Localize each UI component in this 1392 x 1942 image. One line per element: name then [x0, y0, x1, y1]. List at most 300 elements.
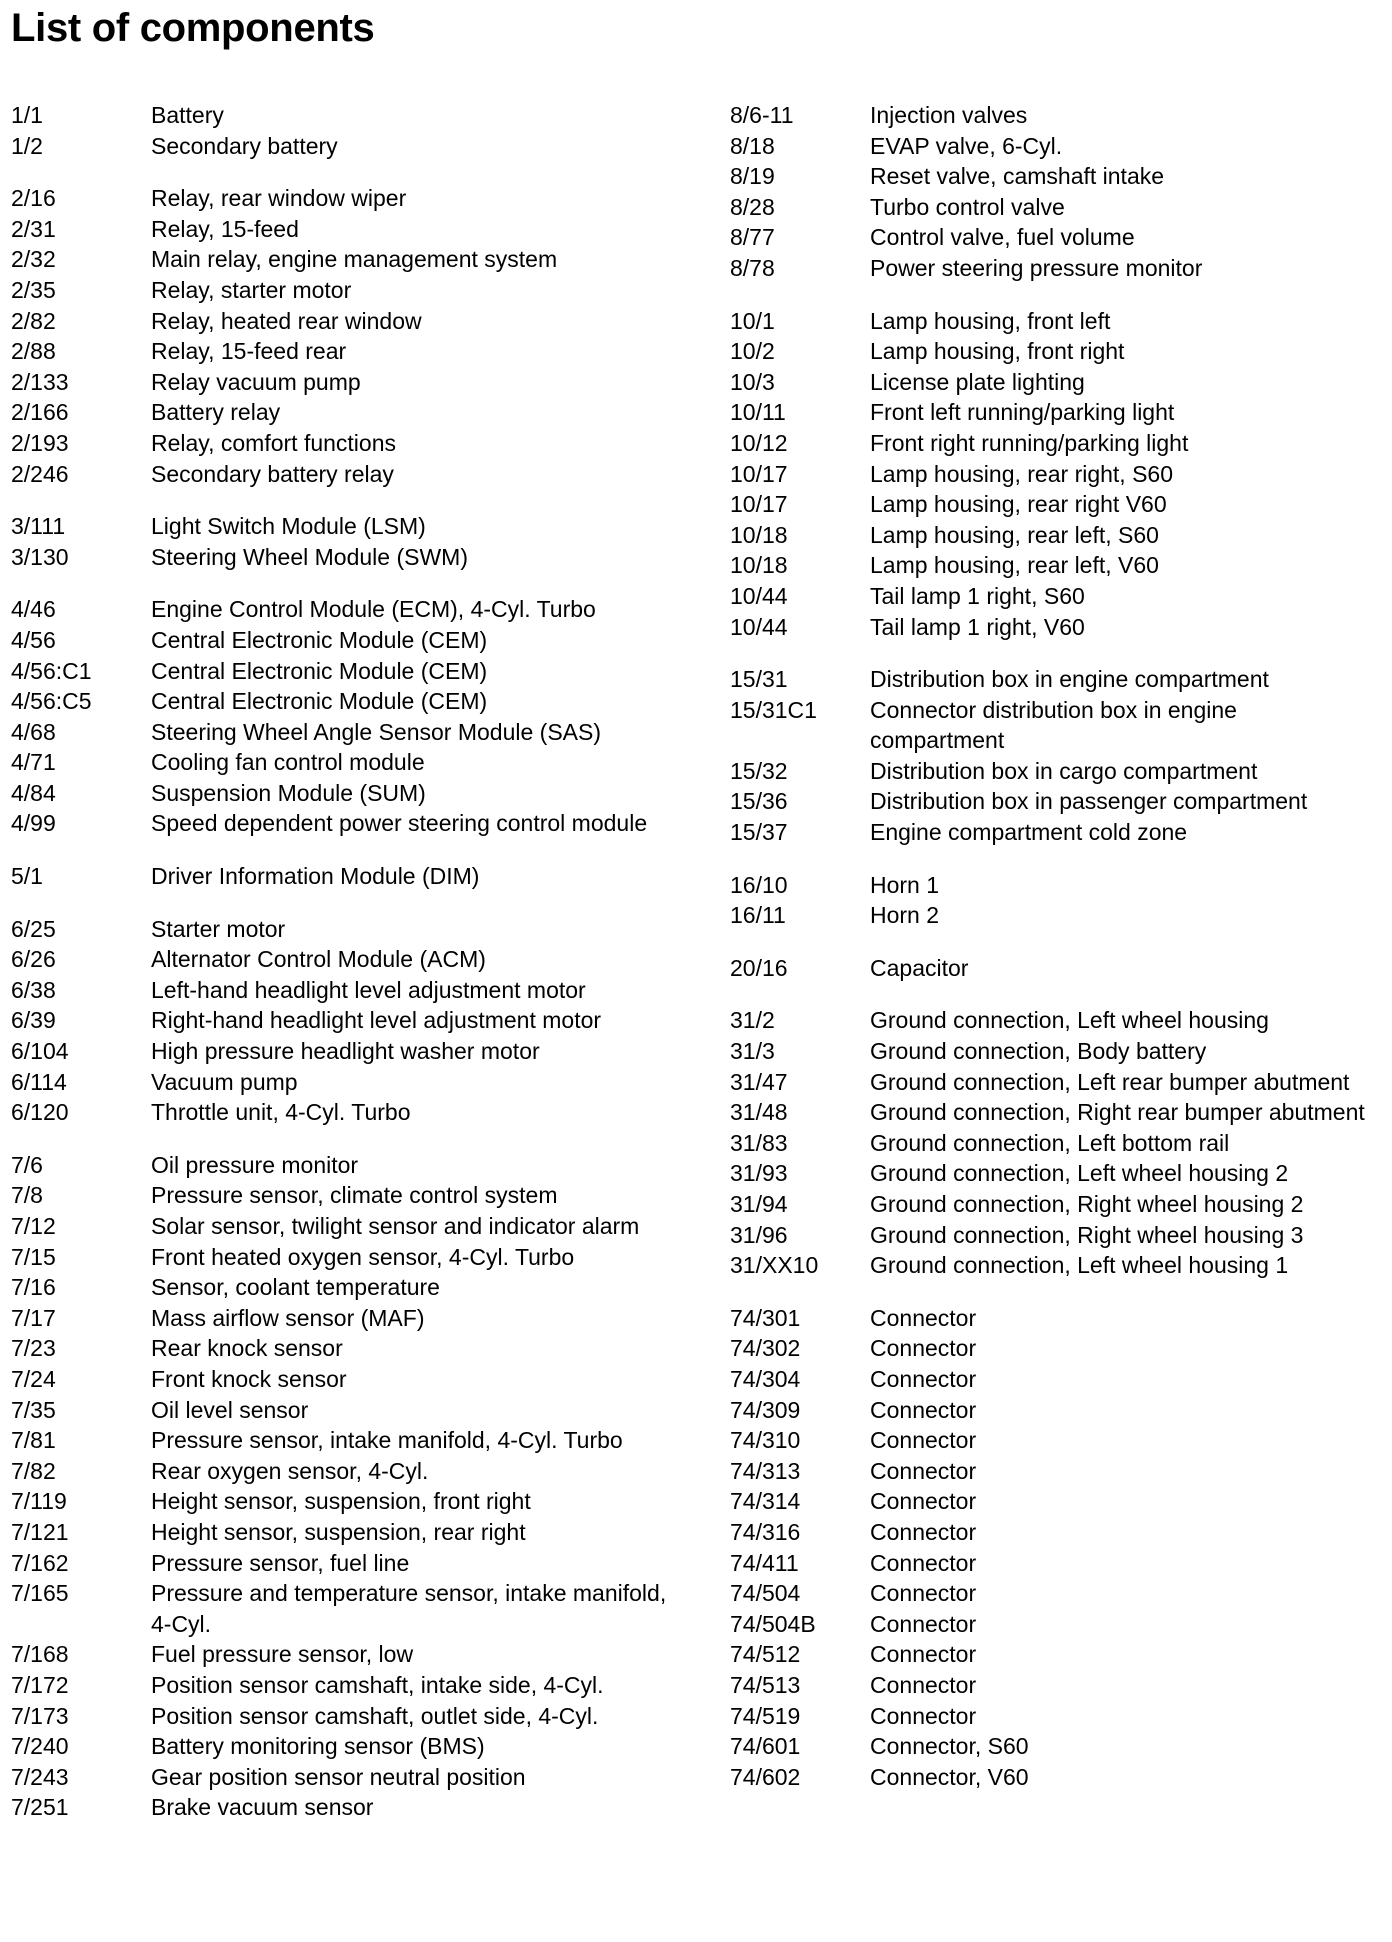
component-row [11, 1150, 711, 1181]
component-code: 7/23 [11, 1335, 56, 1362]
component-code: 74/601 [730, 1733, 801, 1760]
component-code: 74/504B [730, 1610, 816, 1637]
component-code: 4/46 [11, 596, 56, 623]
component-code: 74/309 [730, 1396, 801, 1423]
component-row [730, 612, 1390, 643]
component-description: Suspension Module (SUM) [151, 779, 426, 806]
component-row [730, 489, 1390, 520]
component-description: Steering Wheel Angle Sensor Module (SAS) [151, 718, 602, 745]
component-description: Mass airflow sensor (MAF) [151, 1304, 425, 1331]
component-description: Relay, starter motor [151, 276, 352, 303]
component-description: Relay, comfort functions [151, 429, 397, 456]
component-description: Speed dependent power steering control module [151, 810, 648, 837]
component-code: 10/17 [730, 491, 788, 518]
component-code: 4/71 [11, 749, 56, 776]
component-description: Distribution box in cargo compartment [870, 757, 1258, 784]
component-code: 10/17 [730, 460, 788, 487]
component-code: 16/11 [730, 902, 786, 929]
component-row [11, 1517, 711, 1548]
component-row [730, 1670, 1390, 1701]
component-row [730, 1609, 1390, 1640]
component-code: 1/2 [11, 132, 43, 159]
component-description: License plate lighting [870, 368, 1085, 395]
component-description: Lamp housing, front right [870, 338, 1125, 365]
component-code: 74/302 [730, 1335, 801, 1362]
component-code: 6/114 [11, 1068, 67, 1095]
component-row [11, 511, 711, 542]
component-row [11, 594, 711, 625]
component-row [11, 1670, 711, 1701]
component-description: Sensor, coolant temperature [151, 1274, 440, 1301]
component-description: Pressure sensor, climate control system [151, 1182, 558, 1209]
component-description: Front heated oxygen sensor, 4-Cyl. Turbo [151, 1243, 575, 1270]
component-description: Solar sensor, twilight sensor and indicator alarm [151, 1213, 640, 1239]
component-description: Connector [870, 1335, 977, 1362]
component-description: Ground connection, Left bottom rail [870, 1129, 1230, 1156]
component-description: Pressure sensor, intake manifold, 4-Cyl. Turbo [151, 1427, 623, 1454]
component-description: Connector [870, 1488, 977, 1515]
component-row [11, 1211, 711, 1242]
component-row [730, 1036, 1390, 1067]
component-description: Secondary battery relay [151, 460, 394, 487]
component-row [730, 520, 1390, 551]
component-row [730, 1395, 1390, 1426]
component-row [11, 1097, 711, 1128]
component-description: Horn 1 [870, 871, 940, 898]
component-code: 74/512 [730, 1641, 801, 1668]
component-description: High pressure headlight washer motor [151, 1038, 540, 1065]
component-row [730, 1364, 1390, 1395]
component-description: Connector [870, 1427, 977, 1454]
component-description: Connector [870, 1641, 977, 1668]
component-row [730, 1456, 1390, 1487]
component-description: Ground connection, Right wheel housing 2 [870, 1191, 1304, 1217]
component-description: Battery relay [151, 399, 281, 426]
component-description: Tail lamp 1 right, S60 [870, 582, 1085, 609]
component-description: Oil level sensor [151, 1396, 309, 1423]
component-code: 31/93 [730, 1160, 788, 1187]
component-description: Brake vacuum sensor [151, 1794, 374, 1821]
component-description: Front left running/parking light [870, 399, 1175, 426]
component-row [730, 131, 1390, 162]
component-description: Relay, 15-feed [151, 215, 299, 242]
component-code: 2/88 [11, 338, 56, 365]
component-code: 20/16 [730, 954, 788, 981]
component-description: Fuel pressure sensor, low [151, 1641, 414, 1668]
component-row [730, 870, 1390, 901]
component-description: Starter motor [151, 915, 286, 942]
component-description: Position sensor camshaft, outlet side, 4-Cyl. [151, 1702, 599, 1729]
component-code: 10/44 [730, 582, 788, 609]
component-row [730, 1067, 1390, 1098]
component-row [11, 214, 711, 245]
component-description: Connector [870, 1610, 977, 1637]
component-row [11, 1242, 711, 1273]
component-row [730, 1220, 1390, 1251]
component-row [11, 1701, 711, 1732]
component-description: Ground connection, Right wheel housing 3 [870, 1221, 1304, 1248]
component-code: 8/19 [730, 163, 775, 190]
component-code: 4/56:C1 [11, 657, 92, 684]
component-code: 15/32 [730, 757, 788, 784]
component-description: Connector [870, 1702, 977, 1729]
component-description: Battery [151, 102, 224, 128]
component-code: 7/119 [11, 1488, 67, 1515]
component-code: 10/3 [730, 368, 775, 395]
component-row [11, 1364, 711, 1395]
component-description: Ground connection, Body battery [870, 1038, 1207, 1065]
component-group [11, 914, 711, 1128]
component-code: 6/26 [11, 946, 56, 973]
component-description: Lamp housing, rear right V60 [870, 491, 1167, 518]
component-code: 2/193 [11, 429, 69, 456]
component-description: Central Electronic Module (CEM) [151, 657, 488, 684]
component-code: 74/602 [730, 1763, 801, 1790]
component-description: Connector [870, 1518, 977, 1545]
component-row [730, 1639, 1390, 1670]
component-code: 1/1 [11, 102, 43, 128]
component-code: 31/96 [730, 1221, 788, 1248]
component-description: Connector [870, 1457, 977, 1484]
component-code: 10/1 [730, 307, 775, 334]
component-code: 10/11 [730, 399, 786, 426]
component-description: Power steering pressure monitor [870, 254, 1203, 281]
component-code: 10/44 [730, 613, 788, 640]
component-row [11, 428, 711, 459]
component-description: Relay, heated rear window [151, 307, 422, 334]
component-group [11, 594, 711, 839]
component-description: Horn 2 [870, 902, 940, 929]
component-code: 7/243 [11, 1763, 69, 1790]
component-code: 3/130 [11, 543, 69, 570]
component-row [11, 183, 711, 214]
component-row [730, 306, 1390, 337]
component-row [11, 808, 711, 839]
component-row [11, 1395, 711, 1426]
component-description: Lamp housing, rear right, S60 [870, 460, 1174, 487]
component-code: 8/78 [730, 254, 775, 281]
component-row [11, 367, 711, 398]
component-row [11, 1272, 711, 1303]
component-description: Lamp housing, rear left, S60 [870, 521, 1159, 548]
component-code: 8/18 [730, 132, 775, 159]
component-code: 3/111 [11, 513, 66, 540]
component-code: 7/12 [11, 1213, 56, 1239]
component-row [730, 428, 1390, 459]
component-description: Throttle unit, 4-Cyl. Turbo [151, 1099, 411, 1126]
component-code: 15/31C1 [730, 696, 817, 723]
component-description: Ground connection, Left rear bumper abutment [870, 1068, 1350, 1095]
component-group [730, 1303, 1390, 1793]
component-row [11, 275, 711, 306]
component-row [11, 656, 711, 687]
component-code: 10/18 [730, 521, 788, 548]
component-description: Front right running/parking light [870, 429, 1189, 456]
component-code: 10/2 [730, 338, 775, 365]
component-row [11, 1548, 711, 1579]
component-column-left [11, 100, 711, 1845]
component-code: 2/35 [11, 276, 56, 303]
component-description: Connector [870, 1549, 977, 1576]
component-code: 10/12 [730, 429, 788, 456]
component-code: 2/133 [11, 368, 69, 395]
component-code: 7/240 [11, 1733, 69, 1760]
component-row [11, 244, 711, 275]
component-code: 6/25 [11, 915, 56, 942]
component-code: 7/35 [11, 1396, 56, 1423]
component-code: 2/82 [11, 307, 56, 334]
component-row [730, 1097, 1390, 1128]
component-code: 7/172 [11, 1671, 69, 1698]
component-group [11, 183, 711, 489]
component-description: Oil pressure monitor [151, 1151, 359, 1178]
component-group [730, 100, 1390, 284]
component-code: 4/68 [11, 718, 56, 745]
component-description: Connector, S60 [870, 1733, 1029, 1760]
component-row [11, 1180, 711, 1211]
component-code: 2/166 [11, 399, 69, 426]
component-row [730, 100, 1390, 131]
component-code: 74/316 [730, 1518, 801, 1545]
component-row [11, 1486, 711, 1517]
component-description: Connector [870, 1304, 977, 1331]
component-row [11, 542, 711, 573]
component-description: Central Electronic Module (CEM) [151, 626, 488, 653]
component-description: Vacuum pump [151, 1068, 298, 1095]
component-description: Lamp housing, front left [870, 307, 1111, 334]
component-description: Engine Control Module (ECM), 4-Cyl. Turbo [151, 596, 596, 623]
component-row [730, 664, 1390, 695]
component-row [730, 161, 1390, 192]
component-code: 4/84 [11, 779, 56, 806]
component-row [730, 1517, 1390, 1548]
component-description: Connector, V60 [870, 1763, 1029, 1790]
component-code: 16/10 [730, 871, 788, 898]
component-description: Ground connection, Left wheel housing 2 [870, 1160, 1289, 1187]
component-description: Gear position sensor neutral position [151, 1763, 526, 1790]
component-description: Height sensor, suspension, front right [151, 1488, 531, 1515]
component-row [11, 686, 711, 717]
component-description: Connector [870, 1365, 977, 1392]
component-description: Rear knock sensor [151, 1335, 343, 1362]
component-description: Relay vacuum pump [151, 368, 361, 395]
component-row [11, 336, 711, 367]
component-row [11, 1792, 711, 1823]
component-description: Tail lamp 1 right, V60 [870, 613, 1085, 640]
component-row [730, 1425, 1390, 1456]
component-row [11, 944, 711, 975]
component-description: Height sensor, suspension, rear right [151, 1518, 526, 1545]
component-description: Lamp housing, rear left, V60 [870, 552, 1159, 579]
component-code: 2/16 [11, 185, 56, 212]
component-description: Turbo control valve [870, 193, 1065, 220]
component-code: 7/165 [11, 1580, 69, 1607]
component-description: Left-hand headlight level adjustment motor [151, 976, 586, 1003]
component-row [730, 1701, 1390, 1732]
component-group [730, 870, 1390, 931]
component-row [11, 131, 711, 162]
component-row [730, 1731, 1390, 1762]
component-code: 6/38 [11, 976, 56, 1003]
component-description: Pressure sensor, fuel line [151, 1549, 410, 1576]
component-group [11, 1150, 711, 1823]
component-row [11, 1067, 711, 1098]
component-description: Secondary battery [151, 132, 338, 159]
component-code: 8/77 [730, 224, 775, 251]
component-row [730, 192, 1390, 223]
component-row [730, 336, 1390, 367]
component-code: 4/56 [11, 626, 56, 653]
component-row [730, 1333, 1390, 1364]
component-group [11, 511, 711, 572]
component-row [730, 756, 1390, 787]
component-row [11, 717, 711, 748]
component-row [730, 367, 1390, 398]
component-row [730, 253, 1390, 284]
component-group [11, 100, 711, 161]
component-row [11, 1578, 711, 1639]
component-group [11, 861, 711, 892]
component-description: EVAP valve, 6-Cyl. [870, 132, 1063, 159]
component-description: Front knock sensor [151, 1365, 347, 1392]
component-row [11, 1036, 711, 1067]
component-code: 7/82 [11, 1457, 56, 1484]
component-code: 74/304 [730, 1365, 801, 1392]
component-description: Battery monitoring sensor (BMS) [151, 1733, 485, 1760]
component-description: Cooling fan control module [151, 749, 425, 776]
component-row [730, 817, 1390, 848]
component-row [730, 900, 1390, 931]
component-code: 74/301 [730, 1304, 801, 1331]
component-group [730, 953, 1390, 984]
component-row [11, 1456, 711, 1487]
component-row [11, 1731, 711, 1762]
component-row [730, 222, 1390, 253]
component-row [11, 1762, 711, 1793]
component-description: Ground connection, Left wheel housing 1 [870, 1252, 1289, 1279]
component-code: 5/1 [11, 863, 43, 890]
component-description: Relay, rear window wiper [151, 185, 407, 212]
component-code: 74/504 [730, 1580, 801, 1607]
component-description: Connector [870, 1396, 977, 1423]
component-code: 74/310 [730, 1427, 801, 1454]
component-code: 31/94 [730, 1191, 788, 1217]
component-code: 7/251 [11, 1794, 69, 1821]
component-code: 7/81 [11, 1427, 56, 1454]
component-description: Connector distribution box in engine compartment [870, 696, 1237, 754]
component-row [730, 1578, 1390, 1609]
component-row [730, 1303, 1390, 1334]
component-column-right [730, 100, 1390, 1814]
component-description: Right-hand headlight level adjustment motor [151, 1007, 602, 1034]
component-description: Position sensor camshaft, intake side, 4-Cyl. [151, 1671, 604, 1698]
component-code: 7/15 [11, 1243, 56, 1270]
component-code: 6/39 [11, 1007, 56, 1034]
component-description: Distribution box in passenger compartment [870, 788, 1308, 815]
component-code: 8/6-11 [730, 102, 794, 128]
component-code: 31/XX10 [730, 1252, 819, 1279]
component-description: Distribution box in engine compartment [870, 666, 1269, 693]
component-group [730, 306, 1390, 643]
component-code: 4/99 [11, 810, 56, 837]
component-description: Alternator Control Module (ACM) [151, 946, 486, 973]
component-code: 31/2 [730, 1007, 775, 1034]
component-code: 6/120 [11, 1099, 69, 1126]
component-code: 7/8 [11, 1182, 43, 1209]
component-row [730, 459, 1390, 490]
component-row [11, 100, 711, 131]
component-row [11, 306, 711, 337]
component-description: Connector [870, 1671, 977, 1698]
component-row [730, 1128, 1390, 1159]
component-code: 74/513 [730, 1671, 801, 1698]
component-description: Central Electronic Module (CEM) [151, 688, 488, 715]
component-row [11, 1333, 711, 1364]
component-description: Reset valve, camshaft intake [870, 163, 1165, 190]
component-row [11, 1303, 711, 1334]
component-code: 74/314 [730, 1488, 801, 1515]
component-description: Steering Wheel Module (SWM) [151, 543, 468, 570]
component-description: Engine compartment cold zone [870, 819, 1188, 846]
component-description: Driver Information Module (DIM) [151, 863, 480, 890]
component-description: Rear oxygen sensor, 4-Cyl. [151, 1457, 429, 1484]
component-description: Control valve, fuel volume [870, 224, 1135, 251]
component-code: 15/36 [730, 788, 788, 815]
component-code: 7/16 [11, 1274, 56, 1301]
component-code: 2/32 [11, 246, 56, 273]
component-code: 7/17 [11, 1304, 56, 1331]
component-row [730, 581, 1390, 612]
component-row [11, 459, 711, 490]
component-group [730, 664, 1390, 848]
component-code: 8/28 [730, 193, 775, 220]
component-code: 7/168 [11, 1641, 69, 1668]
component-description: Relay, 15-feed rear [151, 338, 347, 365]
component-code: 15/37 [730, 819, 788, 846]
component-code: 7/24 [11, 1365, 56, 1392]
component-row [11, 1425, 711, 1456]
component-row [11, 1005, 711, 1036]
component-description: Main relay, engine management system [151, 246, 558, 273]
component-code: 7/173 [11, 1702, 69, 1729]
component-row [730, 1762, 1390, 1793]
component-code: 6/104 [11, 1038, 69, 1065]
component-row [730, 1158, 1390, 1189]
component-code: 31/3 [730, 1038, 775, 1065]
component-code: 10/18 [730, 552, 788, 579]
component-row [730, 1548, 1390, 1579]
component-description: Light Switch Module (LSM) [151, 513, 426, 540]
component-row [730, 695, 1390, 756]
component-description: Connector [870, 1580, 977, 1607]
component-code: 7/121 [11, 1518, 69, 1545]
component-row [730, 1250, 1390, 1281]
component-row [11, 747, 711, 778]
component-code: 31/83 [730, 1129, 788, 1156]
component-row [11, 975, 711, 1006]
component-description: Ground connection, Left wheel housing [870, 1007, 1269, 1034]
component-row [730, 1189, 1390, 1220]
component-row [11, 861, 711, 892]
component-row [730, 1005, 1390, 1036]
component-description: Pressure and temperature sensor, intake manifold, 4-Cyl. [151, 1580, 667, 1637]
component-row [11, 1639, 711, 1670]
component-code: 74/411 [730, 1549, 799, 1576]
component-row [11, 397, 711, 428]
component-description: Injection valves [870, 102, 1028, 128]
component-code: 31/47 [730, 1068, 788, 1095]
component-code: 31/48 [730, 1099, 788, 1126]
